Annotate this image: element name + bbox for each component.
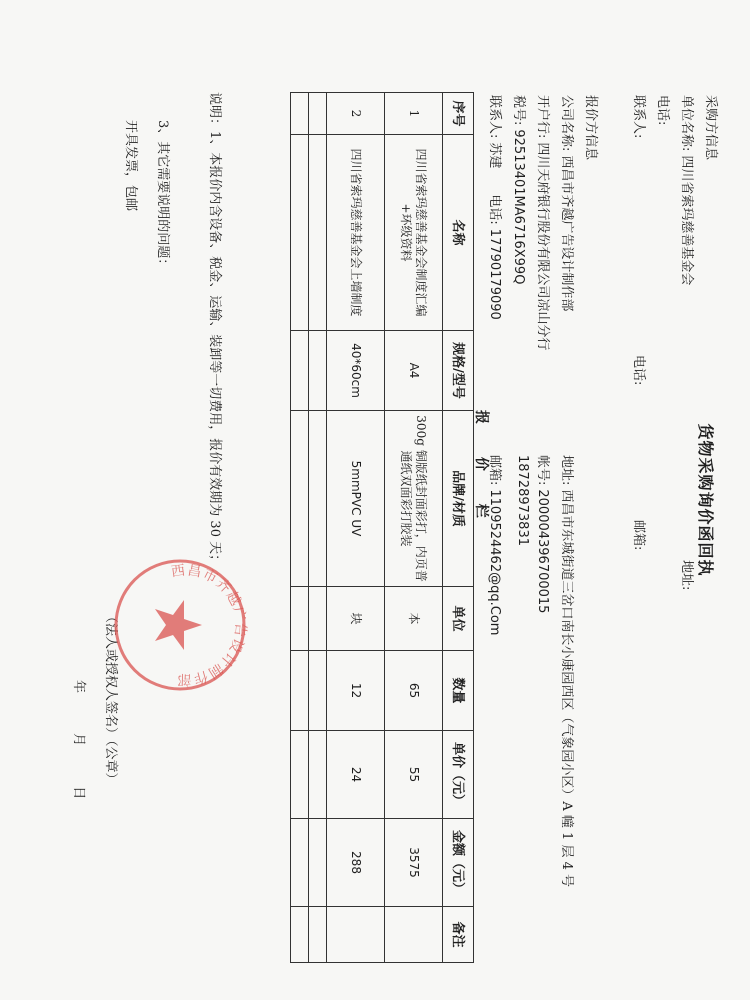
seller-company: 公司名称:西昌市齐越广告设计制作部 bbox=[559, 95, 574, 312]
buyer-unit-label: 单位名称:四川省索玛慈善基金会 bbox=[679, 95, 694, 286]
document-title: 货物采购询价函回执 bbox=[696, 423, 715, 577]
header-cell: 备注 bbox=[443, 907, 474, 963]
table-row bbox=[385, 93, 443, 963]
cell-qty: 12 bbox=[327, 651, 385, 731]
cell-price: 55 bbox=[385, 731, 443, 819]
table-row-empty bbox=[291, 93, 309, 963]
seller-account: 帐号:200004396700015 bbox=[535, 455, 550, 614]
notes-item1: 说明：1、本报价内含设备、税金、运输、装卸等一切费用，报价有效期为 30 天； bbox=[207, 92, 222, 568]
cell-unit: 块 bbox=[327, 587, 385, 651]
header-cell: 名称 bbox=[443, 135, 474, 331]
cell-no: 1 bbox=[385, 93, 443, 135]
table-header-row bbox=[443, 93, 474, 963]
header-cell: 规格/型号 bbox=[443, 331, 474, 411]
cell-qty: 65 bbox=[385, 651, 443, 731]
cell-spec: A4 bbox=[385, 331, 443, 411]
seller-tax: 税号:92513401MA6716X99Q bbox=[511, 95, 526, 285]
buyer-email-label: 邮箱: bbox=[631, 520, 646, 551]
quote-bar-label: 报 价 栏 bbox=[473, 410, 489, 532]
buyer-phone-label: 电话: bbox=[655, 95, 670, 126]
header-cell: 单价（元） bbox=[443, 731, 474, 819]
cell-spec: 40*60cm bbox=[327, 331, 385, 411]
seller-phone: 18728973831 bbox=[515, 455, 530, 546]
buyer-address-label: 地址: bbox=[679, 560, 694, 591]
cell-price: 24 bbox=[327, 731, 385, 819]
cell-brand: 5mmPVC UV bbox=[327, 411, 385, 587]
header-cell: 数量 bbox=[443, 651, 474, 731]
quote-table bbox=[290, 92, 474, 963]
cell-note bbox=[385, 907, 443, 963]
notes-item3-detail: 开具发票，包邮 bbox=[123, 120, 138, 212]
table-row bbox=[327, 93, 385, 963]
signature-label: （法人或授权人签名）（公章） bbox=[103, 610, 118, 786]
table-row-empty bbox=[309, 93, 327, 963]
header-cell: 单位 bbox=[443, 587, 474, 651]
seller-contact: 联系人:苏建电话:17790179090 bbox=[487, 95, 502, 320]
seller-bank: 开户行:四川天府银行股份有限公司凉山分行 bbox=[535, 95, 550, 351]
seller-email: 邮箱:1109524462@qq.Com bbox=[487, 455, 502, 636]
notes-item3: 3、其它需要说明的问题： bbox=[155, 120, 170, 272]
cell-amount: 288 bbox=[327, 819, 385, 907]
buyer-header: 采购方信息 bbox=[703, 95, 718, 161]
cell-name: 四川省索玛慈善基金会制度汇编+环级资料 bbox=[385, 135, 443, 331]
header-cell: 金额（元） bbox=[443, 819, 474, 907]
svg-text:西昌市齐越广告设计制作部: 西昌市齐越广告设计制作部 bbox=[170, 562, 249, 688]
cell-note bbox=[327, 907, 385, 963]
cell-no: 2 bbox=[327, 93, 385, 135]
cell-amount: 3575 bbox=[385, 819, 443, 907]
header-cell: 序号 bbox=[443, 93, 474, 135]
seller-header: 报价方信息 bbox=[583, 95, 598, 161]
company-seal bbox=[110, 555, 250, 695]
signature-date: 年 月 日 bbox=[71, 680, 86, 818]
cell-unit: 本 bbox=[385, 587, 443, 651]
cell-brand: 300g 铜版纸封面彩打，内页普通纸双面彩打胶装 bbox=[385, 411, 443, 587]
buyer-contact-label: 联系人: bbox=[631, 95, 646, 139]
header-cell: 品牌/材质 bbox=[443, 411, 474, 587]
buyer-phone2-label: 电话: bbox=[631, 355, 646, 386]
cell-name: 四川省索玛慈善基金会上墙制度 bbox=[327, 135, 385, 331]
seller-address: 地址:西昌市东城街道三岔口南长小康园西区（气象园小区）A 幢 1 层 4 号 bbox=[559, 455, 574, 887]
